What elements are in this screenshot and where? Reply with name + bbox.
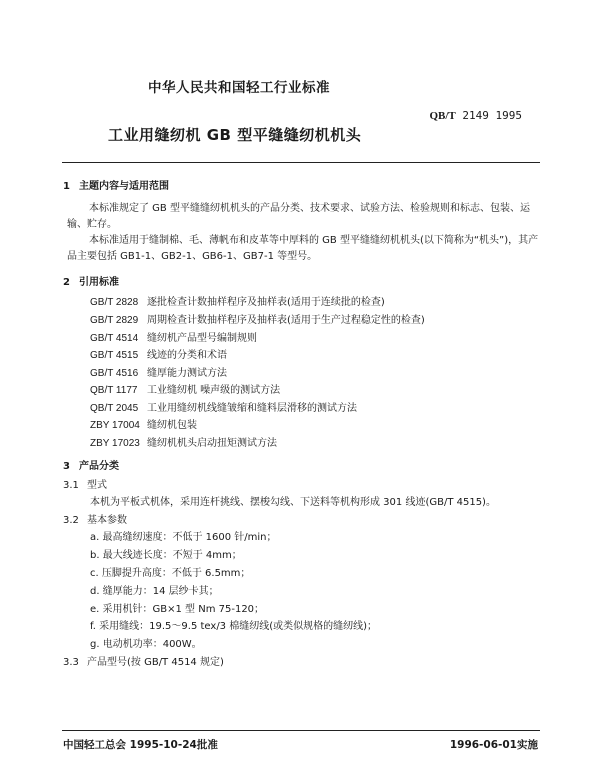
section-2-heading: [63, 278, 119, 288]
header-divider: [62, 162, 540, 163]
section-title: 引用标准: [79, 277, 119, 288]
subsection-3-1-text: 本机为平板式机体，采用连杆挑线、摆梭勾线、下送料等机构形成 301 线迹(GB/T 4515)。: [90, 497, 496, 508]
subsection-3-1-heading: [63, 481, 107, 491]
reference-title: 线迹的分类和术语: [147, 350, 227, 361]
reference-item: [90, 404, 357, 414]
reference-title: 工业用缝纫机线缝皱缩和缝料层滑移的测试方法: [147, 403, 357, 414]
subsection-number: 3.2: [63, 515, 79, 526]
reference-title: 缝纫机机头启动扭矩测试方法: [147, 438, 277, 449]
reference-code: GB/T 4516: [90, 368, 139, 379]
reference-item: [90, 351, 227, 361]
section-3-heading: [63, 462, 119, 472]
reference-title: 缝厚能力测试方法: [147, 368, 227, 379]
reference-item: [90, 439, 277, 449]
section-number: 2: [63, 277, 70, 288]
section-1-body: [67, 201, 545, 265]
reference-title: 逐批检查计数抽样程序及抽样表(适用于连续批的检查): [147, 297, 385, 308]
section-number: 1: [63, 181, 70, 192]
parameter-item: g. 电动机功率：400W。: [90, 639, 202, 650]
parameter-item: f. 采用缝线：19.5～9.5 tex/3 棉缝纫线(或类似规格的缝纫线)；: [90, 621, 378, 632]
reference-code: GB/T 4515: [90, 350, 139, 361]
reference-item: [90, 316, 425, 326]
reference-code: GB/T 2829: [90, 315, 139, 326]
parameter-item: a. 最高缝纫速度：不低于 1600 针/min；: [90, 532, 277, 543]
reference-item: [90, 421, 197, 431]
section-title: 主题内容与适用范围: [79, 181, 169, 192]
reference-title: 缝纫机产品型号编制规则: [147, 333, 257, 344]
reference-title: 缝纫机包装: [147, 420, 197, 431]
subsection-title: 基本参数: [87, 515, 127, 526]
standard-code: 2149 1995: [462, 109, 522, 122]
document-title: 工业用缝纫机 GB 型平缝缝纫机机头: [108, 126, 362, 144]
subsection-number: 3.1: [63, 480, 79, 491]
section-title: 产品分类: [79, 461, 119, 472]
reference-title: 周期检查计数抽样程序及抽样表(适用于生产过程稳定性的检查): [147, 315, 425, 326]
subsection-3-3-heading: [63, 658, 224, 668]
reference-code: ZBY 17004: [90, 420, 140, 431]
reference-code: GB/T 2828: [90, 297, 139, 308]
reference-code: GB/T 4514: [90, 333, 139, 344]
parameter-item: d. 缝厚能力：14 层纱卡其；: [90, 586, 219, 597]
subsection-title: 产品型号(按 GB/T 4514 规定): [87, 657, 224, 668]
issuing-organization: 中华人民共和国轻工行业标准: [148, 80, 330, 96]
parameter-item: b. 最大线迹长度：不短于 4mm；: [90, 550, 242, 561]
reference-item: [90, 369, 227, 379]
reference-item: [90, 334, 257, 344]
reference-code: QB/T 1177: [90, 385, 138, 396]
paragraph: 本标准适用于缝制棉、毛、薄帆布和皮革等中厚料的 GB 型平缝缝纫机机头(以下简称为“机头”)，其产品主要包括 GB1-1、GB2-1、GB6-1、GB7-1 等型号。: [67, 235, 539, 262]
approval-date: 中国轻工总会 1995-10-24批准: [63, 739, 218, 751]
subsection-3-2-heading: [63, 516, 127, 526]
parameter-item: c. 压脚提升高度：不低于 6.5mm；: [90, 568, 251, 579]
effective-date: 1996-06-01实施: [449, 739, 538, 751]
parameter-item: e. 采用机针：GB×1 型 Nm 75-120；: [90, 604, 265, 615]
standard-number: [429, 110, 522, 122]
subsection-title: 型式: [87, 480, 107, 491]
reference-item: [90, 298, 385, 308]
reference-code: QB/T 2045: [90, 403, 139, 414]
reference-title: 工业缝纫机 噪声级的测试方法: [147, 385, 281, 396]
subsection-number: 3.3: [63, 657, 79, 668]
section-number: 3: [63, 461, 70, 472]
paragraph: 本标准规定了 GB 型平缝缝纫机机头的产品分类、技术要求、试验方法、检验规则和标志、包装、运输、贮存。: [67, 203, 530, 230]
footer-divider: [62, 730, 540, 731]
reference-item: [90, 386, 280, 396]
standard-prefix: QB/T: [429, 110, 456, 122]
reference-code: ZBY 17023: [90, 438, 140, 449]
section-1-heading: [63, 182, 169, 192]
